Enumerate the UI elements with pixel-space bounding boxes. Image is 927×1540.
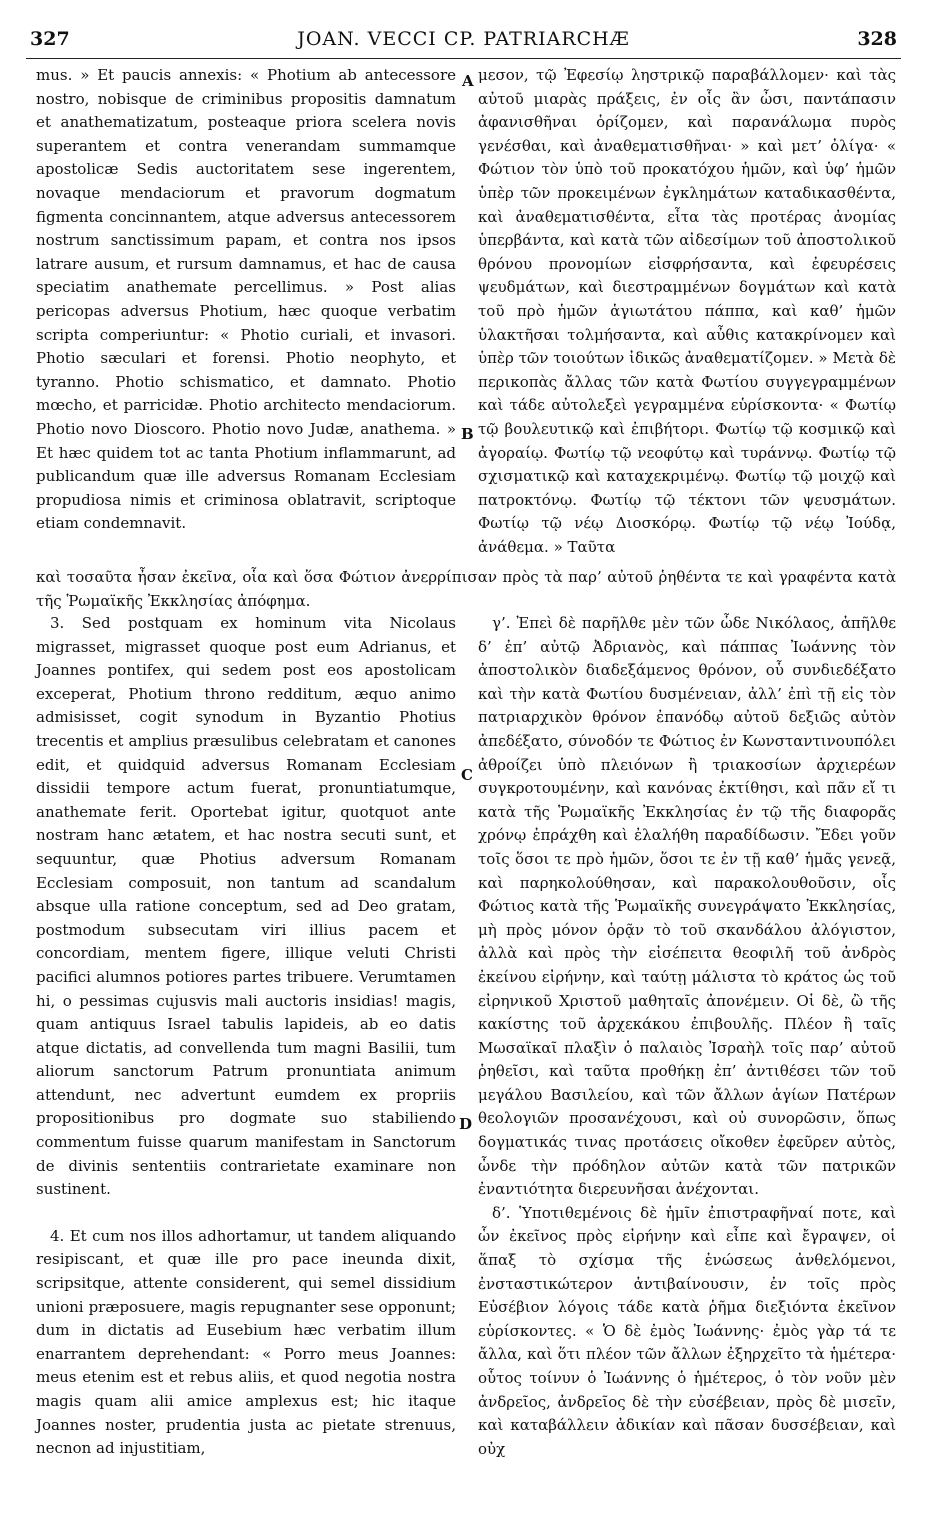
greek-column-top <box>478 64 896 559</box>
latin-paragraph: mus. » Et paucis annexis: « Photium ab antecessore nostro, nobisque de criminibus propositis damnatum et anathematizatum, posteaque priora scelera novis superantem et contra venerandam summamque apostolicæ Sedis auctoritatem sese ingerentem, novaque mendaciorum et pravorum dogmatum figmenta concinnantem, atque adversus antecessorem nostrum sanctissimum papam, et contra nos ipsos latrare ausum, et rursum damnamus, et hac de causa speciatim anathemate percellimus. » Post alias pericopas adversus Photium, hæc quoque verbatim scripta comperiuntur: « Photio curiali, et invasori. Photio sæculari et forensi. Photio neophyto, et tyranno. Photio schismatico, et damnato. Photio mœcho, et parricidæ. Photio architecto mendaciorum. Photio novo Dioscoro. Photio novo Judæ, anathema. » Et hæc quidem tot ac tanta Photium inflammarunt, ad publicandum quæ ille adversus Romanam Ecclesiam propudiosa nimis et criminosa oblatravit, scriptoque etiam condemnavit. <box>36 66 456 533</box>
running-title: JOAN. VECCI CP. PATRIARCHÆ <box>297 28 630 50</box>
full-width-greek <box>36 566 896 613</box>
latin-section-3: 3. Sed postquam ex hominum vita Nicolaus migrasset, migrasset quoque post eum Adrianus, et Joannes pontifex, qui sedem post eos apostolicam exceperat, Photium throno redditum, æquo animo admisisset, cogit synodum in Byzantio Photius trecentis et amplius præsulibus celebratam et canones edit, et quidquid adversus Romanam Ecclesiam dissidii tempore actum fuerat, pronuntiatumque, anathemate ferit. Oportebat igitur, quotquot ante nostram hanc ætatem, et hac nostra secuti sunt, et sequuntur, quæ Photius adversum Romanam Ecclesiam composuit, non tantum ad scandalum absque ulla ratione conceptum, sed ad Deo gratam, postmodum subsecutam viri illius pacem et concordiam, mentem figere, illique veluti Christi pacifici alumnos potiores partes tribuere. Verumtamen hi, o pessimas cujusvis mali auctoris insidias! magis, quam antiquus Israel tabulis lapideis, ab eo datis atque dictatis, ad convellenda tum magni Basilii, tum aliorum sanctorum Patrum pronuntiata animum attendunt, nec advertunt eumdem ex propriis propositionibus pro dogmate suo stabiliendo commentum fuisse quarum manifestam in Sanctorum de divinis sententiis contrarietate examinare non sustinent. <box>36 614 456 1199</box>
margin-letter-b: B <box>461 425 474 443</box>
paragraph-gap <box>36 1202 456 1225</box>
page-number-left: 327 <box>30 28 70 50</box>
page-number-right: 328 <box>857 28 897 50</box>
margin-letter-d: D <box>459 1115 473 1133</box>
greek-continuation: καὶ τοσαῦτα ἦσαν ἐκεῖνα, οἷα καὶ ὅσα Φώτιον ἀνερρίπισαν πρὸς τὰ παρ’ αὐτοῦ ῥηθέντα τε καὶ γραφέντα κατὰ τῆς Ῥωμαϊκῆς Ἐκκλησίας ἀπόφημα. <box>36 568 896 610</box>
latin-column-bottom <box>36 612 456 1461</box>
greek-section-4: δ’. Ὑποτιθεμένοις δὲ ἡμῖν ἐπιστραφῆναί ποτε, καὶ ὧν ἐκεῖνος πρὸς εἰρήνην καὶ εἶπε καὶ ἔγραψεν, οἱ ἅπαξ τὸ σχίσμα τῆς ἑνώσεως ἀνθελόμενοι, ἐνσταστικώτερον ἀντιβαίνουσιν, ἐν τοῖς πρὸς Εὐσέβιον λόγοις τάδε κατὰ ῥῆμα διεξιόντα ἐκεῖνον εὑρίσκοντες. « Ὁ δὲ ἐμὸς Ἰωάννης· ἐμὸς γὰρ τά τε ἄλλα, καὶ ὅτι πλέον τῶν ἄλλων ἐξηρχεῖτο τὰ ἡμέτερα· οὗτος τοίνυν ὁ Ἰωάννης ὁ ἡμέτερος, ὁ τὸν νοῦν μὲν ἀνδρεῖος, ἀνδρεῖος δὲ τὴν εὐσέβειαν, πρὸς δὲ μισεῖν, καὶ καταβάλλειν ἀδικίαν καὶ πᾶσαν δυσσέβειαν, καὶ οὐχ <box>478 1203 896 1458</box>
latin-column-top <box>36 64 456 536</box>
greek-column-bottom <box>478 612 896 1461</box>
greek-paragraph: μεσον, τῷ Ἐφεσίῳ ληστρικῷ παραβάλλομεν· καὶ τὰς αὐτοῦ μιαρὰς πράξεις, ἐν οἷς ἂν ὦσι, παντάπασιν ἀφανισθῆναι ὁρίζομεν, καὶ παρανάλωμα πυρὸς γενέσθαι, καὶ ἀναθεματισθῆναι· » καὶ μετ’ ὀλίγα· « Φώτιον τὸν ὑπὸ τοῦ προκατόχου ἡμῶν, καὶ ὑφ’ ἡμῶν ὑπὲρ τῶν προκειμένων ἐγκλημάτων καταδικασθέντα, καὶ ἀναθεματισθέντα, εἶτα τὰς προτέρας ἀνομίας ὑπερβάντα, καὶ κατὰ τῶν αἰδεσίμων τοῦ ἀποστολικοῦ θρόνου προνομίων εἰσφρήσαντα, καὶ ἐφευρέσεις ψευδμάτων, καὶ διεστραμμένων δογμάτων καὶ κατὰ τοῦ πρὸ ἡμῶν ἁγιωτάτου πάππα, καὶ καθ’ ἡμῶν ὑλακτῆσαι τολμήσαντα, καὶ αὖθις κατακρίνομεν καὶ ὑπὲρ τῶν τοιούτων ἰδικῶς ἀναθεματίζομεν. » Μετὰ δὲ περικοπὰς ἄλλας τῶν κατὰ Φωτίου συγγεγραμμένων καὶ τάδε αὐτολεξεὶ γεγραμμένα εὑρίσκοντα· « Φωτίῳ τῷ βουλευτικῷ καὶ ἐπιβήτορι. Φωτίῳ τῷ κοσμικῷ καὶ ἀγοραίῳ. Φωτίῳ τῷ νεοφύτῳ καὶ τυράννῳ. Φωτίῳ τῷ σχισματικῷ καὶ καταχεκριμένῳ. Φωτίῳ τῷ μοιχῷ καὶ πατροκτόνῳ. Φωτίῳ τῷ τέκτονι τῶν ψευσμάτων. Φωτίῳ τῷ νέῳ Διοσκόρῳ. Φωτίῳ τῷ νέῳ Ἰούδᾳ, ἀνάθεμα. » Ταῦτα <box>478 66 896 556</box>
page-header <box>0 28 927 58</box>
latin-section-4: 4. Et cum nos illos adhortamur, ut tandem aliquando resipiscant, et quæ ille pro pace ineunda dixit, scripsitque, attente considerent, qui semel dissidium unioni præposuere, magis repugnanter sese opponunt; dum in dictatis ad Eusebium hæc verbatim illum enarrantem deprehendant: « Porro meus Joannes: meus etenim est et rebus aliis, et quod negotia nostra magis quam alii amice amplexus est; hic itaque Joannes noster, prudentia justa ac pietate strenuus, necnon ad injustitiam, <box>36 1226 456 1458</box>
header-rule <box>26 58 901 59</box>
margin-letter-a: A <box>462 72 474 90</box>
margin-letter-c: C <box>461 766 473 784</box>
greek-section-3: γ’. Ἐπεὶ δὲ παρῆλθε μὲν τῶν ὧδε Νικόλαος, ἀπῆλθε δ’ ἐπ’ αὐτῷ Ἀδριανὸς, καὶ πάππας Ἰωάννης τὸν ἀποστολικὸν διαδεξάμενος θρόνον, οὗ συνδιεδέξατο καὶ τὴν κατὰ Φωτίου δυσμένειαν, ἀλλ’ ἐπὶ τῇ εἰς τὸν πατριαρχικὸν θρόνον ἐπανόδῳ αὐτοῦ δεξιῶς αὐτὸν ἀπεδέξατο, σύνοδόν τε Φώτιος ἐν Κωνσταντινουπόλει ἀθροίζει ὑπὸ πλειόνων ἢ τριακοσίων ἀρχιερέων συγκροτουμένην, καὶ κανόνας ἐκτίθησι, καὶ πᾶν εἴ τι κατὰ τῆς Ῥωμαϊκῆς Ἐκκλησίας ἐν τῷ τῆς διαφορᾶς χρόνῳ ἐπράχθη καὶ ἐλαλήθη παραδίδωσιν. Ἔδει γοῦν τοῖς ὅσοι τε πρὸ ἡμῶν, ὅσοι τε ἐν τῇ καθ’ ἡμᾶς γενεᾷ, καὶ παρηκολούθησαν, καὶ παρακολουθοῦσιν, οἷς Φώτιος κατὰ τῆς Ῥωμαϊκῆς συνεγράψατο Ἐκκλησίας, μὴ πρὸς μόνον ὁρᾷν τὸ τοῦ σκανδάλου ἀλόγιστον, ἀλλὰ καὶ πρὸς τὴν εἰσέπειτα θεοφιλῆ τοῦ ἀνδρὸς ἐκείνου εἰρήνην, καὶ ταύτῃ μάλιστα τὸ κράτος ὡς τοῦ εἰρηνικοῦ Χριστοῦ μαθηταῖς ἀπονέμειν. Οἱ δὲ, ὢ τῆς κακίστης τοῦ ἀρχεκάκου ἐπιβουλῆς. Πλέον ἢ ταῖς Μωσαϊκαῖ πλαξὶν ὁ παλαιὸς Ἰσραὴλ τοῖς παρ’ αὐτοῦ ῥηθεῖσι, καὶ ταῦτα προθήκῃ ἐπ’ ἀντιθέσει τῶν τοῦ μεγάλου Βασιλείου, καὶ τῶν ἄλλων ἁγίων Πατέρων θεολογιῶν προσανέχουσι, καὶ οὐ συνορῶσιν, ὅπως δογματικάς τινας προτάσεις οἴκοθεν ἐφεῦρεν αὐτὸς, ὧνδε τὴν πρόδηλον αὐτῶν κατὰ τῶν πατρικῶν ἐναντιότητα διερευνῆσαι ἀνέχονται. <box>478 614 896 1199</box>
